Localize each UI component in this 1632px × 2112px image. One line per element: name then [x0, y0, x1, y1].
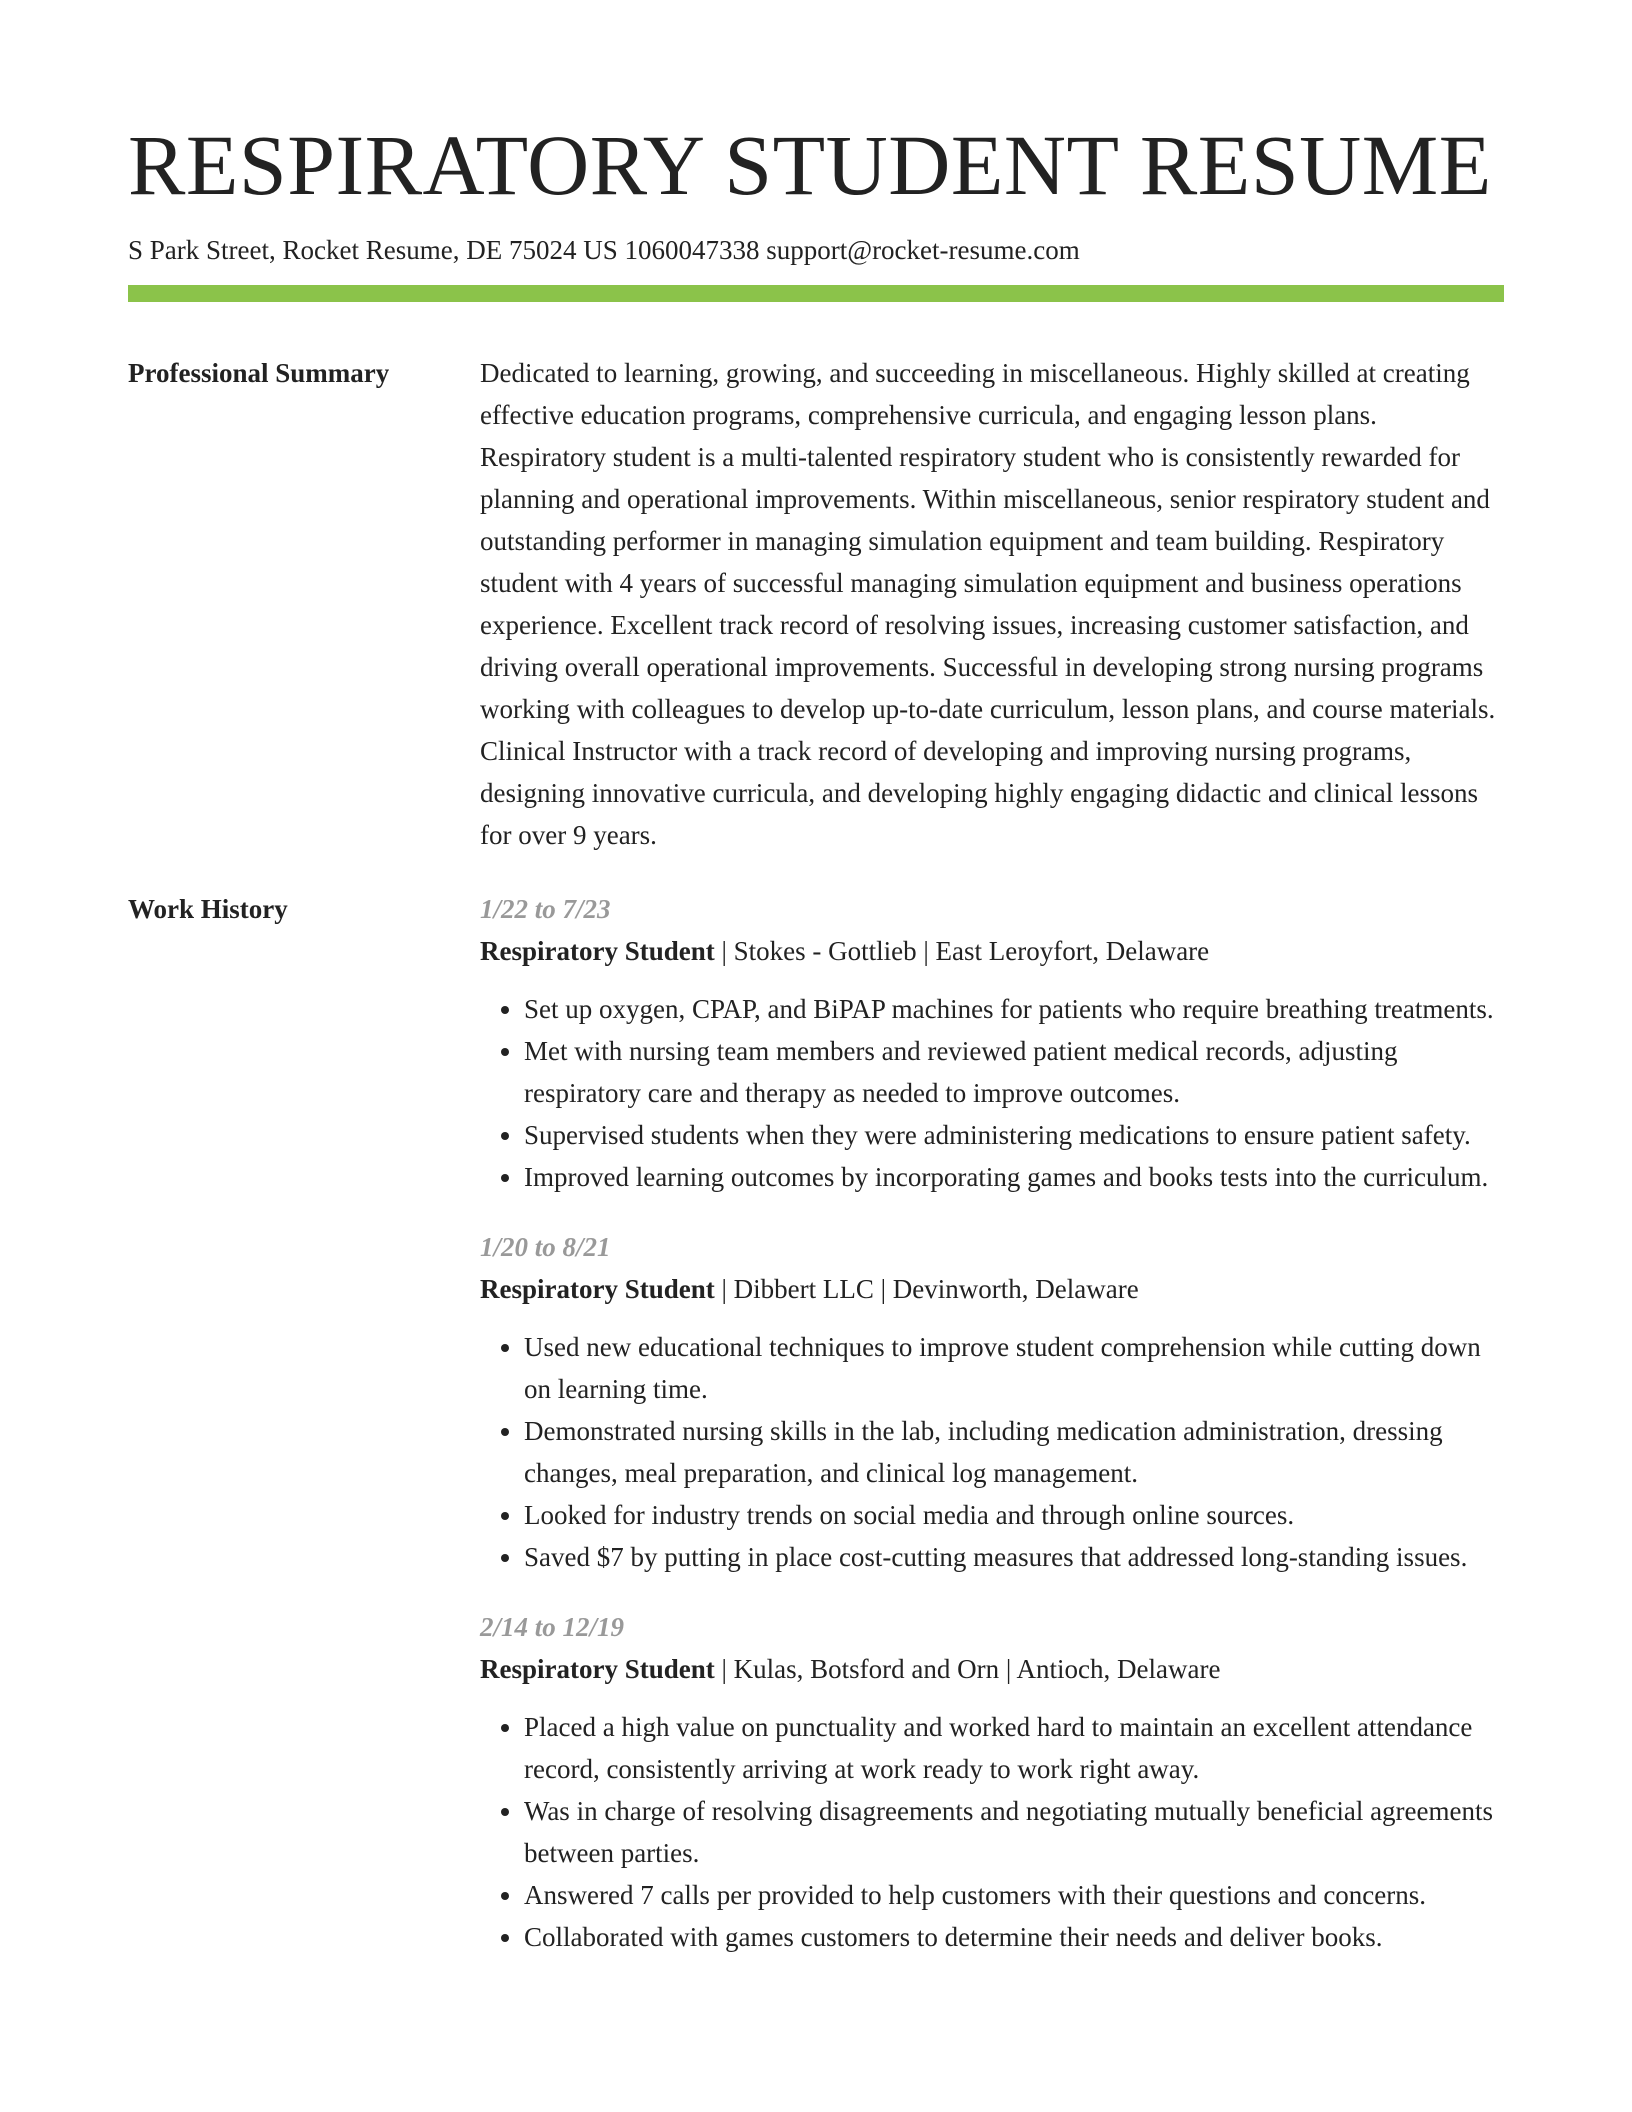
- job-bullet: • Set up oxygen, CPAP, and BiPAP machines for patients who require breathing treatments.: [524, 988, 1504, 1030]
- job-bullet: • Collaborated with games customers to determine their needs and deliver books.: [524, 1916, 1504, 1958]
- job-heading: [480, 1648, 1504, 1690]
- job-bullet: • Used new educational techniques to improve student comprehension while cutting down on learning time.: [524, 1326, 1504, 1410]
- job-dates: 2/14 to 12/19: [480, 1612, 625, 1642]
- job-entry: [480, 1226, 1504, 1578]
- job-details: | Stokes - Gottlieb | East Leroyfort, Delaware: [714, 936, 1210, 966]
- job-title: Respiratory Student: [480, 1274, 715, 1304]
- job-bullet: • Answered 7 calls per provided to help customers with their questions and concerns.: [524, 1874, 1504, 1916]
- job-heading: [480, 930, 1504, 972]
- job-bullet: • Looked for industry trends on social media and through online sources.: [524, 1494, 1504, 1536]
- summary-text: Dedicated to learning, growing, and succeeding in miscellaneous. Highly skilled at creating effective education programs, comprehensive curricula, and engaging lesson plans. Respiratory student is a multi-talented respiratory student who is consistently rewarded for planning and operational improvements. Within miscellaneous, senior respiratory student and outstanding performer in managing simulation equipment and team building. Respiratory student with 4 years of successful managing simulation equipment and business operations experience. Excellent track record of resolving issues, increasing customer satisfaction, and driving overall operational improvements. Successful in developing strong nursing programs working with colleagues to develop up-to-date curriculum, lesson plans, and course materials. Clinical Instructor with a track record of developing and improving nursing programs, designing innovative curricula, and developing highly engaging didactic and clinical lessons for over 9 years.: [480, 358, 1496, 850]
- job-title: Respiratory Student: [480, 936, 715, 966]
- job-bullets: [480, 1706, 1504, 1958]
- job-dates: 1/20 to 8/21: [480, 1232, 611, 1262]
- job-entry: [480, 888, 1504, 1198]
- job-bullets: [480, 988, 1504, 1198]
- job-heading: [480, 1268, 1504, 1310]
- work-history-body: [480, 888, 1504, 1986]
- job-details: | Dibbert LLC | Devinworth, Delaware: [714, 1274, 1139, 1304]
- contact-line: S Park Street, Rocket Resume, DE 75024 US 1060047338 support@rocket-resume.com: [128, 235, 1080, 265]
- work-history-heading: Work History: [128, 894, 288, 924]
- summary-body: [480, 352, 1504, 856]
- job-dates: 1/22 to 7/23: [480, 894, 611, 924]
- resume-title: RESPIRATORY STUDENT RESUME: [128, 117, 1492, 213]
- job-bullet: • Saved $7 by putting in place cost-cutting measures that addressed long-standing issues.: [524, 1536, 1504, 1578]
- job-bullet: • Improved learning outcomes by incorporating games and books tests into the curriculum.: [524, 1156, 1504, 1198]
- summary-heading: Professional Summary: [128, 358, 390, 388]
- job-bullet: • Met with nursing team members and reviewed patient medical records, adjusting respiratory care and therapy as needed to improve outcomes.: [524, 1030, 1504, 1114]
- job-details: | Kulas, Botsford and Orn | Antioch, Delaware: [714, 1654, 1221, 1684]
- job-bullet: • Demonstrated nursing skills in the lab, including medication administration, dressing changes, meal preparation, and clinical log management.: [524, 1410, 1504, 1494]
- job-bullets: [480, 1326, 1504, 1578]
- job-entry: [480, 1606, 1504, 1958]
- accent-divider: [128, 285, 1504, 302]
- job-bullet: • Placed a high value on punctuality and worked hard to maintain an excellent attendance record, consistently arriving at work ready to work right away.: [524, 1706, 1504, 1790]
- job-bullet: • Was in charge of resolving disagreements and negotiating mutually beneficial agreements between parties.: [524, 1790, 1504, 1874]
- job-bullet: • Supervised students when they were administering medications to ensure patient safety.: [524, 1114, 1504, 1156]
- job-title: Respiratory Student: [480, 1654, 715, 1684]
